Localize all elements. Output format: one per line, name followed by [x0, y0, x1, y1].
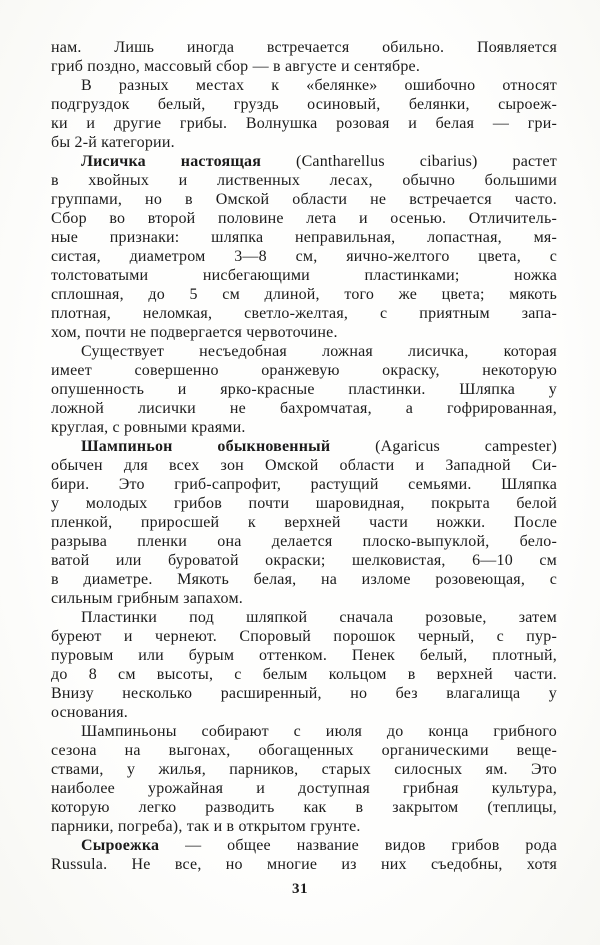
- species-name: Лисичка настоящая: [81, 153, 262, 170]
- text-segment: имеет совершенно оранжевую окраску, некоторую: [51, 362, 557, 379]
- text-line: [51, 703, 557, 722]
- text-line: [51, 760, 557, 779]
- text-line: [51, 741, 557, 760]
- text-segment: Существует несъедобная ложная лисичка, которая: [81, 343, 557, 360]
- text-segment: наиболее урожайная и доступная грибная культура,: [51, 780, 557, 797]
- text-line: [51, 627, 557, 646]
- text-segment: пленкой, приросшей к верхней части ножки. После: [51, 514, 557, 531]
- text-segment: толстоватыми нисбегающими пластинками; ножка: [51, 267, 557, 284]
- text-segment: ствами, у жилья, парников, старых силосных ям. Это: [51, 761, 557, 778]
- text-segment: основания.: [51, 704, 128, 721]
- text-line: [51, 285, 557, 304]
- text-segment: систая, диаметром 3—8 см, яично-желтого цвета, с: [51, 248, 557, 265]
- text-line: [51, 589, 557, 608]
- text-line: [51, 57, 557, 76]
- text-segment: опушенность и ярко-красные пластинки. Шляпка у: [51, 381, 557, 398]
- text-line: [51, 76, 557, 95]
- text-segment: — общее название видов грибов рода: [159, 837, 557, 854]
- text-segment: в диаметре. Мякоть белая, на изломе розовеющая, с: [51, 571, 557, 588]
- text-line: [51, 513, 557, 532]
- text-segment: сезона на выгонах, обогащенных органическими веще-: [51, 742, 557, 759]
- text-line: [51, 266, 557, 285]
- text-segment: парники, погреба), так и в открытом грунте.: [51, 818, 361, 835]
- text-line: [51, 684, 557, 703]
- text-segment: разрыва пленки она делается плоско-выпуклой, бело-: [51, 533, 557, 550]
- text-line: [51, 209, 557, 228]
- text-segment: хом, почти не подвергается червоточине.: [51, 324, 338, 341]
- species-name: Шампиньон обыкновенный: [81, 438, 331, 455]
- text-segment: обычен для всех зон Омской области и Западной Си-: [51, 457, 557, 474]
- text-segment: бири. Это гриб-сапрофит, растущий семьями. Шляпка: [51, 476, 557, 493]
- text-segment: Шампиньоны собирают с июля до конца грибного: [81, 723, 557, 740]
- text-line: [51, 114, 557, 133]
- text-block: [51, 38, 557, 874]
- text-segment: В разных местах к «белянке» ошибочно относят: [81, 77, 557, 94]
- text-line: [51, 665, 557, 684]
- text-segment: гриб поздно, массовый сбор — в августе и сентябре.: [51, 58, 421, 75]
- text-line: [51, 722, 557, 741]
- text-line: [51, 247, 557, 266]
- text-segment: ложной лисички не бахромчатая, а гофрированная,: [51, 400, 557, 417]
- text-segment: пуровым или бурым оттенком. Пенек белый, плотный,: [51, 647, 557, 664]
- text-line: [51, 399, 557, 418]
- text-line: [51, 646, 557, 665]
- text-segment: буреют и чернеют. Споровый порошок черный, с пур-: [51, 628, 557, 645]
- text-line: [51, 95, 557, 114]
- text-line: [51, 475, 557, 494]
- text-line: [51, 323, 557, 342]
- text-line: [51, 570, 557, 589]
- text-segment: в хвойных и лиственных лесах, обычно большими: [51, 172, 557, 189]
- text-line: [51, 133, 557, 152]
- species-name: Сыроежка: [81, 837, 160, 854]
- text-segment: Внизу несколько расширенный, но без влагалища у: [51, 685, 557, 702]
- text-segment: до 8 см высоты, с белым кольцом в верхней части.: [51, 666, 557, 683]
- text-line: [51, 798, 557, 817]
- text-line: [51, 171, 557, 190]
- text-line: [51, 152, 557, 171]
- text-segment: бы 2-й категории.: [51, 134, 175, 151]
- text-line: [51, 342, 557, 361]
- text-segment: Russula. Не все, но многие из них съедобны, хотя: [51, 856, 557, 873]
- text-segment: подгруздок белый, груздь осиновый, белянки, сыроеж-: [51, 96, 557, 113]
- text-line: [51, 836, 557, 855]
- text-segment: нам. Лишь иногда встречается обильно. Появляется: [51, 39, 557, 56]
- text-line: [51, 779, 557, 798]
- text-line: [51, 380, 557, 399]
- text-line: [51, 551, 557, 570]
- text-segment: Сбор во второй половине лета и осенью. Отличитель-: [51, 210, 557, 227]
- text-segment: группами, но в Омской области не встречается часто.: [51, 191, 557, 208]
- text-line: [51, 418, 557, 437]
- text-segment: которую легко разводить как в закрытом (теплицы,: [51, 799, 557, 816]
- text-segment: сплошная, до 5 см длиной, того же цвета; мякоть: [51, 286, 557, 303]
- text-segment: у молодых грибов почти шаровидная, покрыта белой: [51, 495, 557, 512]
- text-segment: ные признаки: шляпка неправильная, лопастная, мя-: [51, 229, 557, 246]
- text-line: [51, 494, 557, 513]
- text-line: [51, 361, 557, 380]
- text-segment: ки и другие грибы. Волнушка розовая и белая — гри-: [51, 115, 557, 132]
- text-segment: (Agaricus campester): [330, 438, 557, 455]
- text-line: [51, 228, 557, 247]
- text-line: [51, 532, 557, 551]
- text-segment: плотная, неломкая, светло-желтая, с приятным запа-: [51, 305, 557, 322]
- text-line: [51, 855, 557, 874]
- text-line: [51, 38, 557, 57]
- text-line: [51, 190, 557, 209]
- text-line: [51, 304, 557, 323]
- text-segment: (Cantharellus cibarius) растет: [261, 153, 557, 170]
- text-line: [51, 456, 557, 475]
- text-segment: Пластинки под шляпкой сначала розовые, затем: [81, 609, 557, 626]
- page-number: 31: [292, 881, 308, 897]
- text-segment: ватой или буроватой окраски; шелковистая, 6—10 см: [51, 552, 557, 569]
- text-line: [51, 437, 557, 456]
- text-line: [51, 608, 557, 627]
- text-line: [51, 817, 557, 836]
- text-segment: круглая, с ровными краями.: [51, 419, 246, 436]
- text-segment: сильным грибным запахом.: [51, 590, 243, 607]
